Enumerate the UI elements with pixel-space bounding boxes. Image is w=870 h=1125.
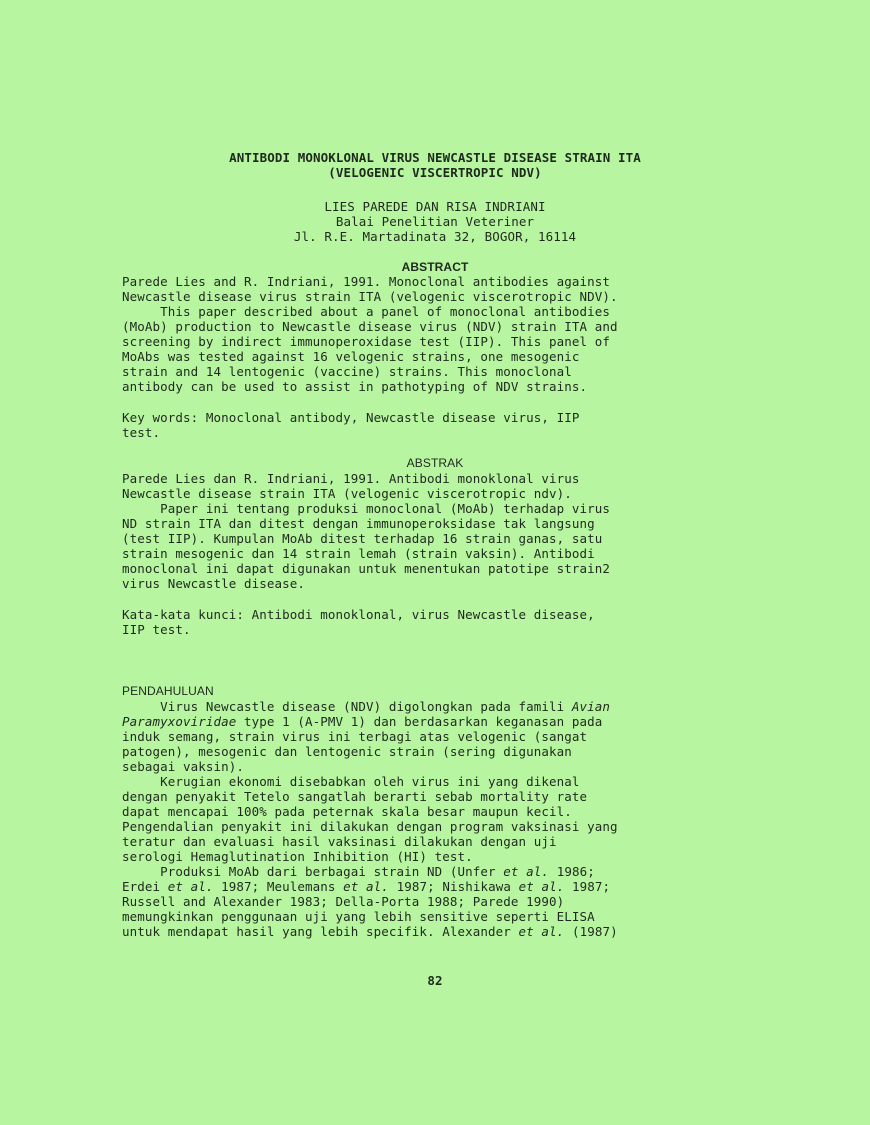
body-text: 1986; (549, 864, 595, 879)
body-text: type 1 (A-PMV 1) dan berdasarkan keganasan pada (236, 714, 603, 729)
abstrak-line: Paper ini tentang produksi monoclonal (MoAb) terhadap virus (122, 501, 611, 516)
body-text: 1987; Meulemans (213, 879, 344, 894)
body-text: Erdei (122, 879, 168, 894)
abstrak-keywords: Kata-kata kunci: Antibodi monoklonal, virus Newcastle disease, (122, 607, 595, 622)
body-line: Pengendalian penyakit ini dilakukan dengan program vaksinasi yang (122, 819, 618, 834)
abstract-line: This paper described about a panel of monoclonal antibodies (122, 304, 611, 319)
abstrak-keywords: IIP test. (122, 622, 191, 637)
body-line: induk semang, strain virus ini terbagi atas velogenic (sangat (122, 729, 588, 744)
body-line: Kerugian ekonomi disebabkan oleh virus ini yang dikenal (122, 774, 580, 789)
abstrak-heading: ABSTRAK (406, 456, 464, 470)
abstract-keywords: Key words: Monoclonal antibody, Newcastle disease virus, IIP (122, 410, 580, 425)
body-line: teratur dan evaluasi hasil vaksinasi dilakukan dengan uji (122, 834, 557, 849)
body-text: Produksi MoAb dari berbagai strain ND (Unfer (122, 864, 504, 879)
abstrak-line: Newcastle disease strain ITA (velogenic viscerotropic ndv). (122, 486, 572, 501)
body-line (122, 879, 610, 894)
abstrak-line: ND strain ITA dan ditest dengan immunoperoksidase tak langsung (122, 516, 595, 531)
abstract-line: screening by indirect immunoperoxidase test (IIP). This panel of (122, 334, 611, 349)
abstract-line: (MoAb) production to Newcastle disease virus (NDV) strain ITA and (122, 319, 618, 334)
body-text: 1987; (564, 879, 611, 894)
et-al: et al. (503, 864, 550, 879)
abstract-keywords: test. (122, 425, 161, 440)
abstract-line: strain and 14 lentogenic (vaccine) strains. This monoclonal (122, 364, 572, 379)
taxon-name: Paramyxoviridae (122, 714, 237, 729)
taxon-name: Avian (571, 699, 611, 714)
body-line: serologi Hemaglutination Inhibition (HI) test. (122, 849, 473, 864)
paper-title-line-1: ANTIBODI MONOKLONAL VIRUS NEWCASTLE DISEASE STRAIN ITA (229, 150, 641, 165)
abstrak-line: strain mesogenic dan 14 strain lemah (strain vaksin). Antibodi (122, 546, 595, 561)
et-al: et al. (518, 924, 565, 939)
author-institution: Balai Penelitian Veteriner (335, 214, 535, 229)
abstract-line: antibody can be used to assist in pathotyping of NDV strains. (122, 379, 588, 394)
et-al: et al. (167, 879, 214, 894)
body-line (122, 924, 618, 939)
abstract-heading: ABSTRACT (401, 260, 469, 274)
et-al: et al. (518, 879, 565, 894)
abstract-line: Parede Lies and R. Indriani, 1991. Monoclonal antibodies against (122, 274, 611, 289)
et-al: et al. (343, 879, 389, 894)
body-text: untuk mendapat hasil yang lebih specifik. Alexander (122, 924, 519, 939)
body-line: Russell and Alexander 1983; Della-Porta 1988; Parede 1990) (122, 894, 565, 909)
paper-title-line-2: (VELOGENIC VISCERTROPIC NDV) (328, 165, 542, 180)
body-line (122, 714, 602, 729)
body-text: 1987; Nishikawa (388, 879, 519, 894)
body-line (122, 699, 610, 714)
page-number: 82 (427, 973, 443, 988)
body-line: sebagai vaksin). (122, 759, 245, 774)
abstrak-line: monoclonal ini dapat digunakan untuk menentukan patotipe strain2 (122, 561, 611, 576)
author-names: LIES PAREDE DAN RISA INDRIANI (324, 199, 546, 214)
body-line: dengan penyakit Tetelo sangatlah berarti sebab mortality rate (122, 789, 588, 804)
body-line: dapat mencapai 100% pada peternak skala besar maupun kecil. (122, 804, 572, 819)
abstrak-line: (test IIP). Kumpulan MoAb ditest terhadap 16 strain ganas, satu (122, 531, 603, 546)
author-address: Jl. R.E. Martadinata 32, BOGOR, 16114 (293, 229, 577, 244)
abstrak-line: Parede Lies dan R. Indriani, 1991. Antibodi monoklonal virus (122, 471, 580, 486)
abstract-line: MoAbs was tested against 16 velogenic strains, one mesogenic (122, 349, 580, 364)
abstrak-line: virus Newcastle disease. (122, 576, 306, 591)
body-line (122, 864, 595, 879)
body-text: (1987) (564, 924, 618, 939)
abstract-line: Newcastle disease virus strain ITA (velogenic viscerotropic NDV). (122, 289, 618, 304)
body-line: memungkinkan penggunaan uji yang lebih sensitive seperti ELISA (122, 909, 595, 924)
pendahuluan-heading: PENDAHULUAN (122, 684, 214, 698)
body-text: Virus Newcastle disease (NDV) digolongkan pada famili (122, 699, 572, 714)
body-line: patogen), mesogenic dan lentogenic strain (sering digunakan (122, 744, 572, 759)
